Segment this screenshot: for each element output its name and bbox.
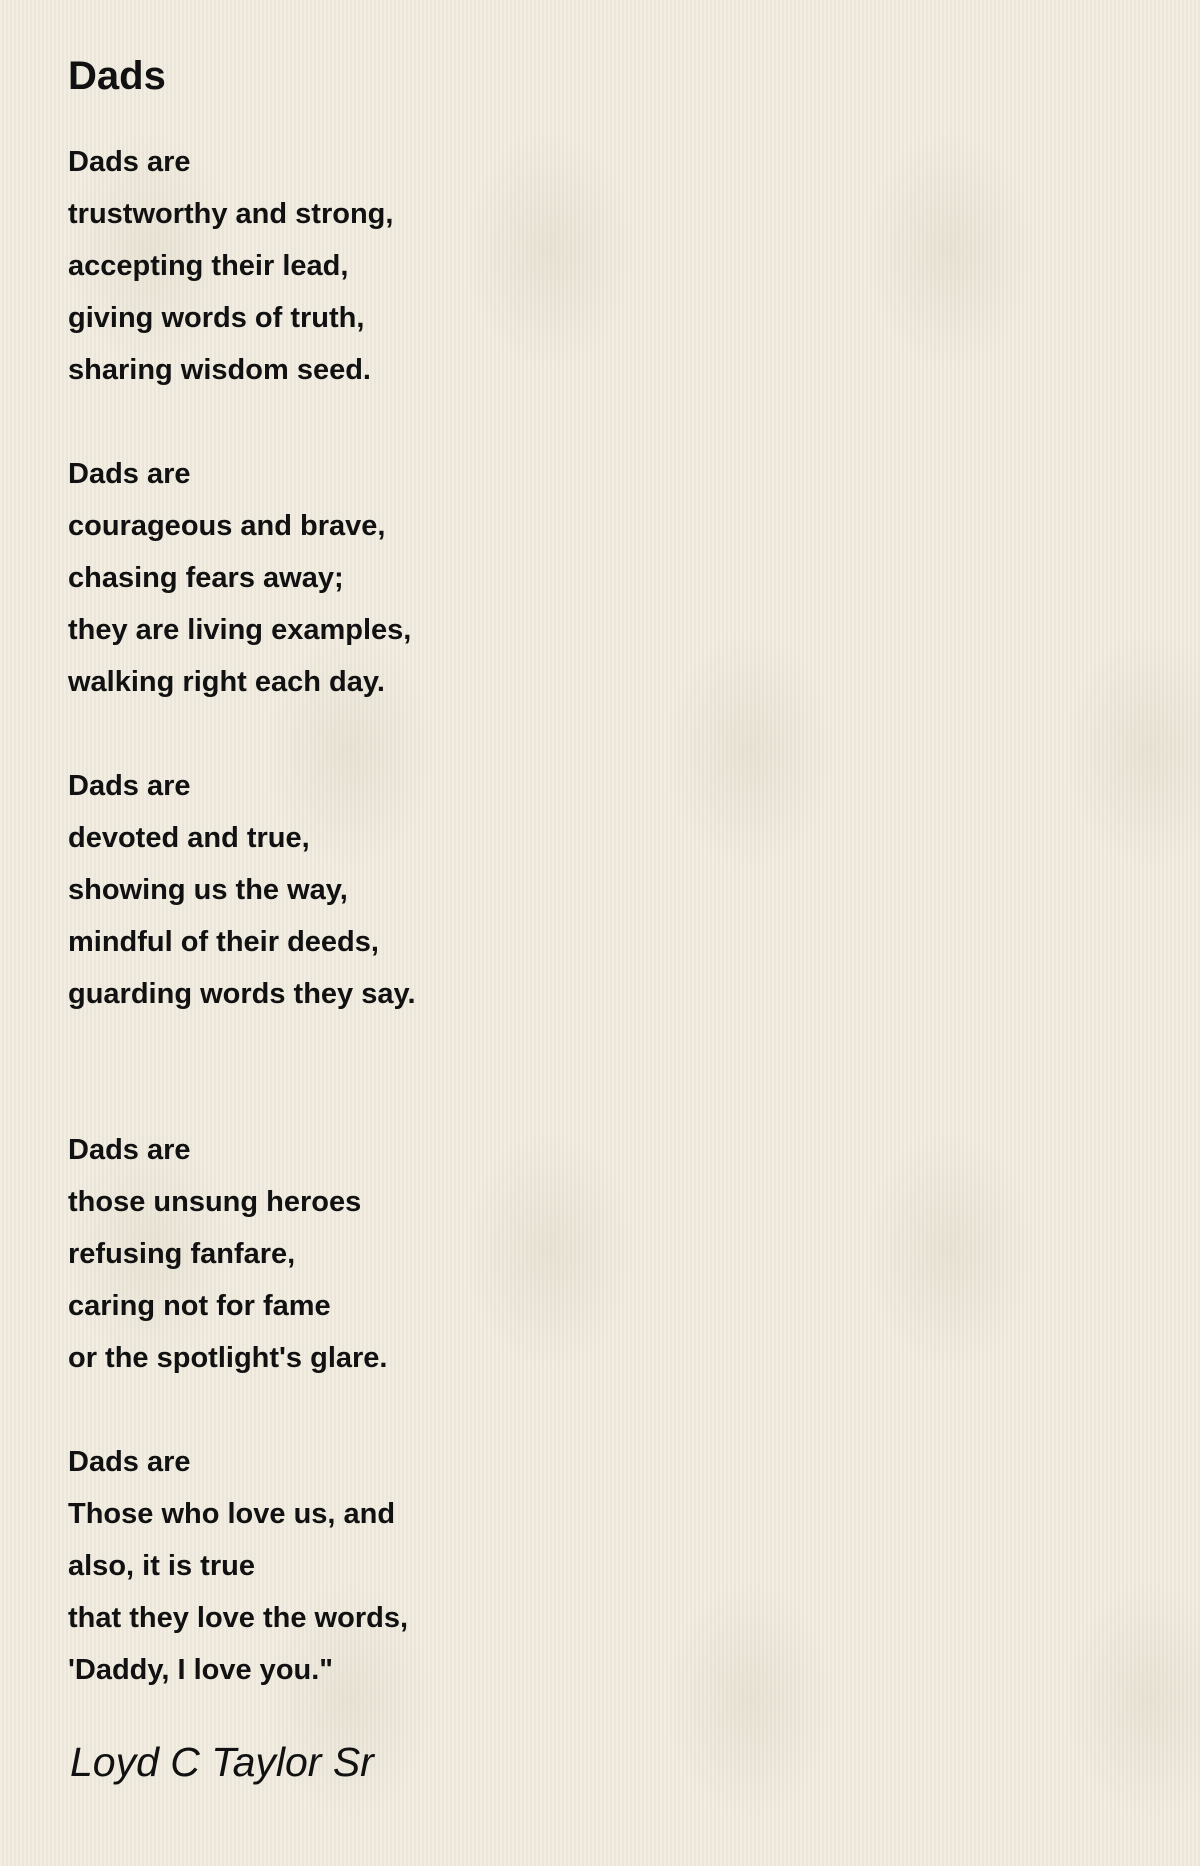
poem-line: showing us the way, xyxy=(68,874,348,906)
poem-line: Dads are xyxy=(68,1134,191,1166)
poem-title: Dads xyxy=(68,54,166,98)
poem-line: Dads are xyxy=(68,1446,191,1478)
poem-line: refusing fanfare, xyxy=(68,1238,296,1270)
poem-container xyxy=(68,48,768,1790)
poem-line: guarding words they say. xyxy=(68,978,416,1010)
poem-line: those unsung heroes xyxy=(68,1186,362,1218)
poem-line: Dads are xyxy=(68,146,191,178)
poem-line: also, it is true xyxy=(68,1550,255,1582)
poem-line: giving words of truth, xyxy=(68,302,365,334)
poem-line: chasing fears away; xyxy=(68,562,344,594)
poem-line: courageous and brave, xyxy=(68,510,386,542)
poem-line: Those who love us, and xyxy=(68,1498,396,1530)
poem-line: caring not for fame xyxy=(68,1290,331,1322)
poem-line: trustworthy and strong, xyxy=(68,198,394,230)
stanza-2 xyxy=(68,448,768,708)
stanza-3 xyxy=(68,760,768,1020)
poem-line: walking right each day. xyxy=(68,666,385,698)
poem-line: Dads are xyxy=(68,770,191,802)
stanza-4 xyxy=(68,1124,768,1384)
poem-line: mindful of their deeds, xyxy=(68,926,379,958)
poem-line: devoted and true, xyxy=(68,822,310,854)
stanza-1 xyxy=(68,136,768,396)
poem-line: or the spotlight's glare. xyxy=(68,1342,388,1374)
poem-line: that they love the words, xyxy=(68,1602,408,1634)
poem-line: they are living examples, xyxy=(68,614,412,646)
poem-line: Dads are xyxy=(68,458,191,490)
stanza-5 xyxy=(68,1436,768,1696)
poem-author: Loyd C Taylor Sr xyxy=(70,1739,374,1785)
poem-line: accepting their lead, xyxy=(68,250,349,282)
poem-line: sharing wisdom seed. xyxy=(68,354,371,386)
poem-line: 'Daddy, I love you." xyxy=(68,1654,334,1686)
